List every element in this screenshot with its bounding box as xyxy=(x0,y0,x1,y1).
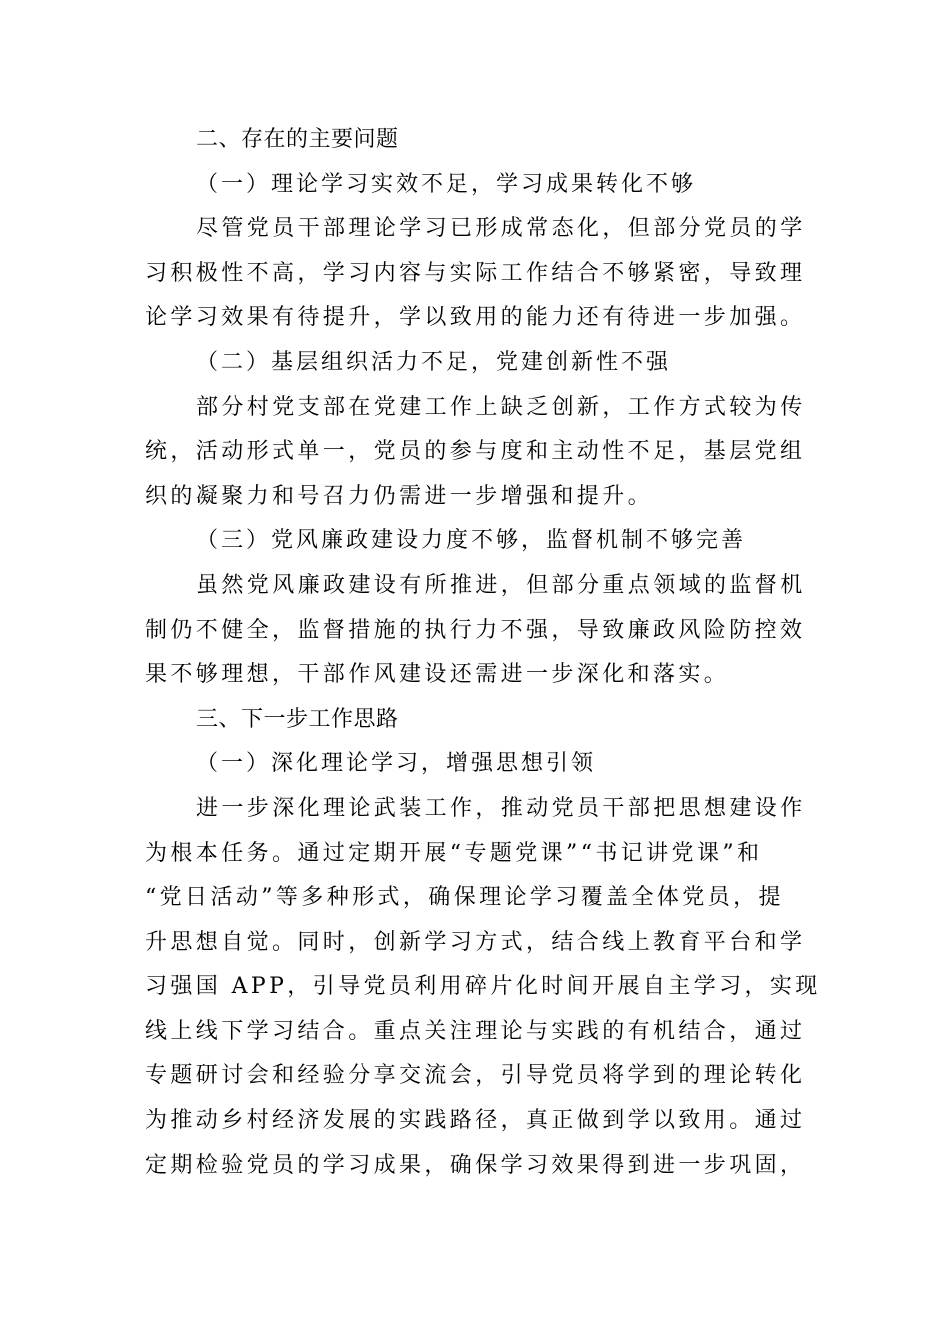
section-heading: 二、存在的主要问题 xyxy=(196,127,399,152)
paragraph-line: 线上线下学习结合。重点关注理论与实践的有机结合，通过 xyxy=(145,1018,806,1044)
paragraph-line: 虽然党风廉政建设有所推进，但部分重点领域的监督机 xyxy=(196,572,806,598)
paragraph-line: 制仍不健全，监督措施的执行力不强，导致廉政风险防控效 xyxy=(145,617,806,643)
paragraph-line: 论学习效果有待提升，学以致用的能力还有待进一步加强。 xyxy=(145,305,806,331)
paragraph-line: 为根本任务。通过定期开展“专题党课”“书记讲党课”和 xyxy=(145,840,763,866)
paragraph-line: 习强国 APP，引导党员利用碎片化时间开展自主学习，实现 xyxy=(145,974,821,1000)
paragraph-line: 果不够理想，干部作风建设还需进一步深化和落实。 xyxy=(145,662,730,688)
paragraph-line: 织的凝聚力和号召力仍需进一步增强和提升。 xyxy=(145,483,654,509)
paragraph-line: 统，活动形式单一，党员的参与度和主动性不足，基层党组 xyxy=(145,439,806,465)
paragraph-line: 进一步深化理论武装工作，推动党员干部把思想建设作 xyxy=(196,795,806,821)
paragraph-line: 定期检验党员的学习成果，确保学习效果得到进一步巩固， xyxy=(145,1152,806,1178)
paragraph-line: 为推动乡村经济发展的实践路径，真正做到学以致用。通过 xyxy=(145,1108,806,1134)
subsection-heading: （三）党风廉政建设力度不够，监督机制不够完善 xyxy=(196,528,747,554)
paragraph-line: 升思想自觉。同时，创新学习方式，结合线上教育平台和学 xyxy=(145,929,806,955)
paragraph-line: 部分村党支部在党建工作上缺乏创新，工作方式较为传 xyxy=(196,394,806,420)
subsection-heading: （一）深化理论学习，增强思想引领 xyxy=(196,751,597,777)
subsection-heading: （一）理论学习实效不足，学习成果转化不够 xyxy=(196,171,697,197)
section-heading: 三、下一步工作思路 xyxy=(196,706,399,732)
subsection-heading: （二）基层组织活力不足，党建创新性不强 xyxy=(196,349,672,375)
paragraph-line: “党日活动”等多种形式，确保理论学习覆盖全体党员，提 xyxy=(145,885,784,911)
paragraph-line: 习积极性不高，学习内容与实际工作结合不够紧密，导致理 xyxy=(145,260,806,286)
paragraph-line: 尽管党员干部理论学习已形成常态化，但部分党员的学 xyxy=(196,216,806,242)
document-page xyxy=(145,118,821,1188)
paragraph-line: 专题研讨会和经验分享交流会，引导党员将学到的理论转化 xyxy=(145,1063,806,1089)
